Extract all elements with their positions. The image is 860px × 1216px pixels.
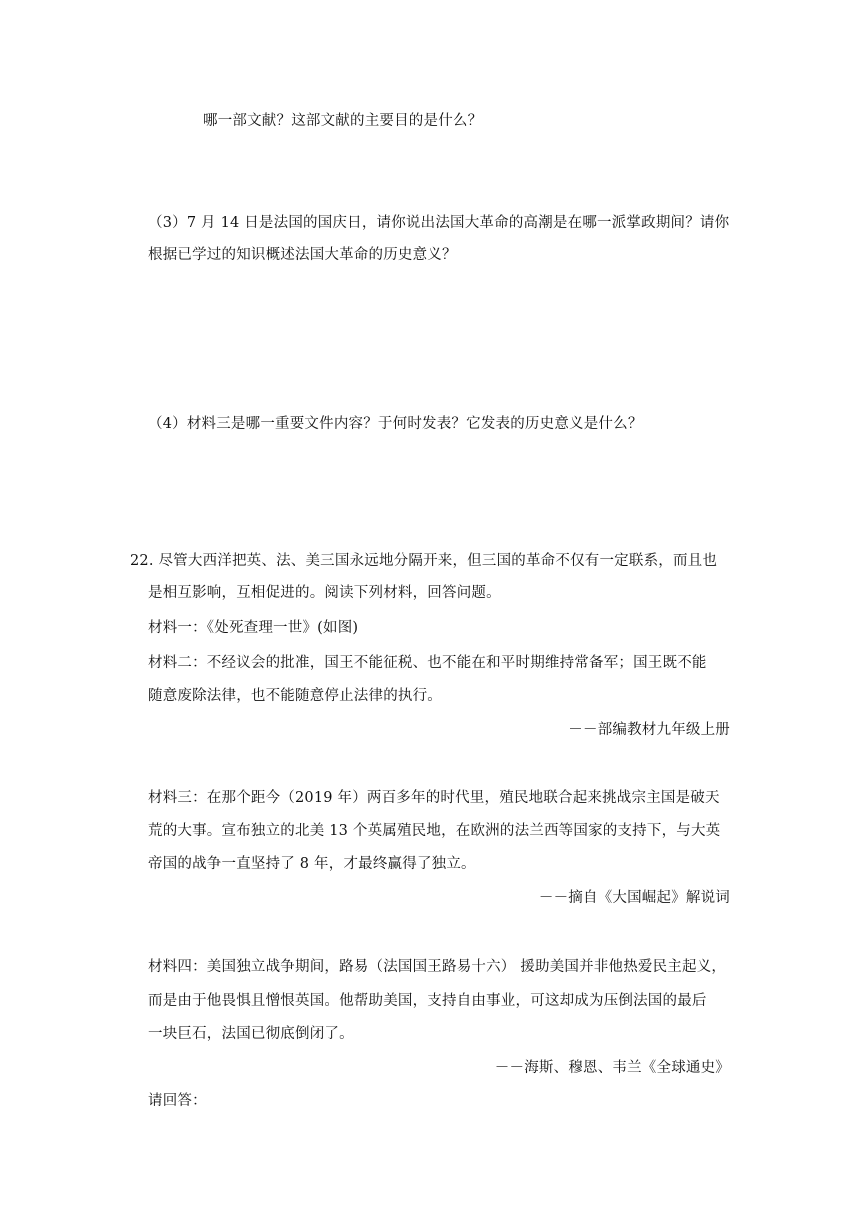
material-2-line-1: 材料二：不经议会的批准，国王不能征税、也不能在和平时期维持常备军；国王既不能: [148, 655, 707, 671]
material-3-line-2: 荒的大事。宣布独立的北美 13 个英属殖民地，在欧洲的法兰西等国家的支持下，与大英: [148, 823, 721, 839]
material-2-source: －－部编教材九年级上册: [568, 722, 730, 738]
material-2-line-2: 随意废除法律，也不能随意停止法律的执行。: [148, 688, 442, 704]
material-1: 材料一：《处死查理一世》(如图): [148, 620, 359, 636]
question-line: 哪一部文献？这部文献的主要目的是什么？: [203, 113, 483, 129]
question-3-line-2: 根据已学过的知识概述法国大革命的历史意义？: [148, 247, 457, 263]
answer-prompt: 请回答：: [148, 1093, 207, 1109]
question-22-line-2: 是相互影响，互相促进的。阅读下列材料，回答问题。: [148, 585, 501, 601]
question-22-line-1: 22. 尽管大西洋把英、法、美三国永远地分隔开来，但三国的革命不仅有一定联系，而且也: [130, 553, 718, 569]
material-4-line-2: 而是由于他畏惧且憎恨英国。他帮助美国，支持自由事业，可这却成为压倒法国的最后: [148, 993, 707, 1009]
material-3-line-1: 材料三：在那个距今（2019 年）两百多年的时代里，殖民地联合起来挑战宗主国是破天: [148, 790, 720, 806]
material-3-line-3: 帝国的战争一直坚持了 8 年，才最终赢得了独立。: [148, 856, 476, 872]
material-4-line-1: 材料四：美国独立战争期间，路易（法国国王路易十六） 援助美国并非他热爱民主起义，: [148, 959, 727, 975]
material-4-source: －－海斯、穆恩、韦兰《全球通史》: [494, 1060, 730, 1076]
question-3-line-1: （3）7 月 14 日是法国的国庆日，请你说出法国大革命的高潮是在哪一派掌政期间？请你: [148, 215, 730, 231]
material-3-source: －－摘自《大国崛起》解说词: [538, 890, 730, 906]
material-4-line-3: 一块巨石，法国已彻底倒闭了。: [148, 1026, 354, 1042]
question-4: （4）材料三是哪一重要文件内容？于何时发表？它发表的历史意义是什么？: [148, 416, 643, 432]
